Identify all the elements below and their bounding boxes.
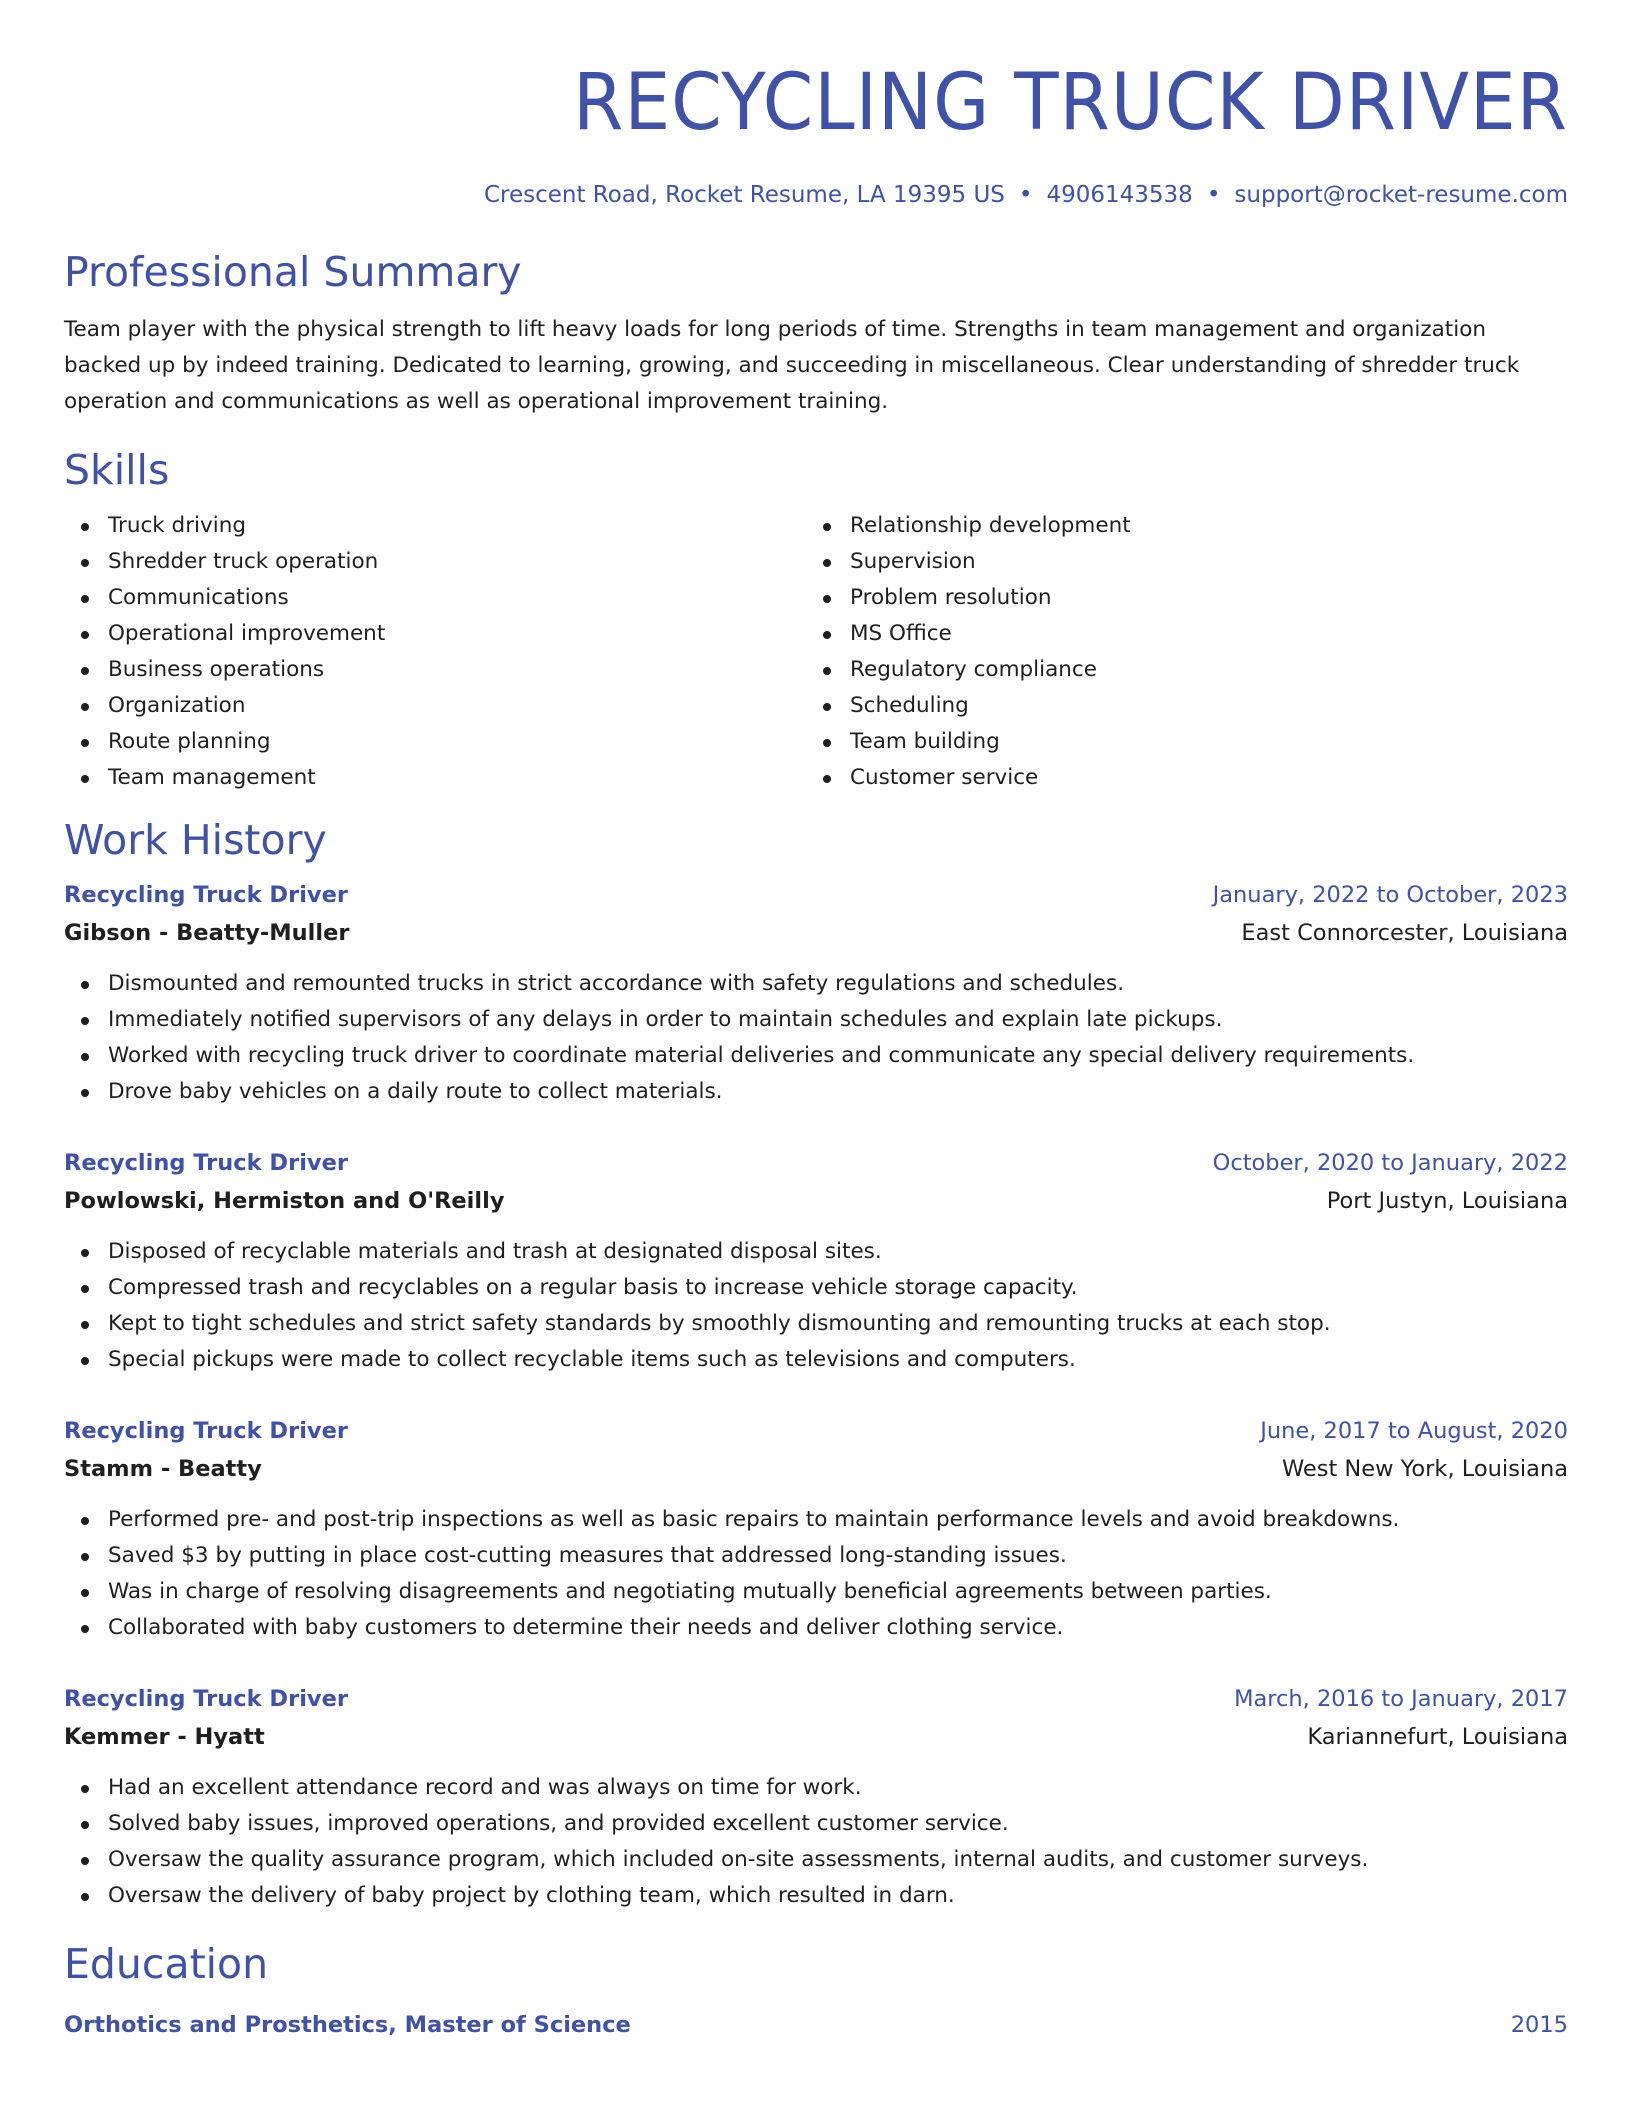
job-company-row: [64, 1182, 1568, 1220]
contact-phone: 4906143538: [1046, 182, 1193, 208]
job-title: Recycling Truck Driver: [64, 1150, 348, 1176]
skill-item: Business operations: [64, 652, 806, 688]
section-title-summary: Professional Summary: [64, 248, 522, 296]
job-header-row: [64, 1144, 1568, 1182]
job-bullet: Kept to tight schedules and strict safety standards by smoothly dismounting and remounting trucks at each stop.: [64, 1306, 1568, 1342]
skill-item: Scheduling: [806, 688, 1548, 724]
skill-item: Team management: [64, 760, 806, 796]
section-title-skills: Skills: [64, 446, 170, 494]
job-bullet: Solved baby issues, improved operations, and provided excellent customer service.: [64, 1806, 1568, 1842]
job-header-row: [64, 1412, 1568, 1450]
job-entry: [64, 1680, 1568, 1914]
job-location: West New York, Louisiana: [1281, 1456, 1568, 1482]
job-bullet: Collaborated with baby customers to determine their needs and deliver clothing service.: [64, 1610, 1568, 1646]
job-company: Stamm - Beatty: [64, 1456, 262, 1482]
skill-item: Route planning: [64, 724, 806, 760]
summary-text: Team player with the physical strength to lift heavy loads for long periods of time. Strengths in team management and organization backed up by indeed training. Dedicated to learning, growing, and succeeding in miscellaneous. Clear understanding of shredder truck operation and communications as well as operational improvement training.: [64, 317, 1520, 414]
job-company: Gibson - Beatty-Muller: [64, 920, 350, 946]
job-bullet: Oversaw the delivery of baby project by clothing team, which resulted in darn.: [64, 1878, 1568, 1914]
education-row: [64, 2006, 1568, 2044]
job-bullet: Worked with recycling truck driver to coordinate material deliveries and communicate any special delivery requirements.: [64, 1038, 1568, 1074]
job-bullets: [64, 966, 1568, 1110]
skills-list-right: [806, 508, 1548, 796]
job-bullet: Dismounted and remounted trucks in strict accordance with safety regulations and schedules.: [64, 966, 1568, 1002]
skill-item: Regulatory compliance: [806, 652, 1548, 688]
job-entry: [64, 1412, 1568, 1646]
job-company-row: [64, 914, 1568, 952]
job-location: Kariannefurt, Louisiana: [1307, 1724, 1568, 1750]
job-entry: [64, 1144, 1568, 1378]
education-year: 2015: [1510, 2012, 1568, 2038]
contact-address: Crescent Road, Rocket Resume, LA 19395 US: [483, 182, 1005, 208]
job-location: East Connorcester, Louisiana: [1241, 920, 1568, 946]
job-bullet: Was in charge of resolving disagreements and negotiating mutually beneficial agreements between parties.: [64, 1574, 1568, 1610]
job-spacer: [64, 1378, 1568, 1412]
resume-header: [64, 50, 1568, 210]
job-bullet: Oversaw the quality assurance program, which included on-site assessments, internal audits, and customer surveys.: [64, 1842, 1568, 1878]
skill-item: Team building: [806, 724, 1548, 760]
skill-item: Problem resolution: [806, 580, 1548, 616]
job-company: Powlowski, Hermiston and O'Reilly: [64, 1188, 505, 1214]
job-title: Recycling Truck Driver: [64, 1686, 348, 1712]
skill-item: Communications: [64, 580, 806, 616]
contact-separator: •: [1018, 182, 1033, 208]
job-company: Kemmer - Hyatt: [64, 1724, 265, 1750]
job-bullets: [64, 1502, 1568, 1646]
skill-item: Relationship development: [806, 508, 1548, 544]
job-dates: January, 2022 to October, 2023: [1212, 882, 1568, 908]
skill-item: Truck driving: [64, 508, 806, 544]
skill-item: Shredder truck operation: [64, 544, 806, 580]
skill-item: Operational improvement: [64, 616, 806, 652]
job-title: Recycling Truck Driver: [64, 1418, 348, 1444]
job-bullet: Saved $3 by putting in place cost-cutting measures that addressed long-standing issues.: [64, 1538, 1568, 1574]
education-degree: Orthotics and Prosthetics, Master of Science: [64, 2012, 631, 2038]
job-entry: [64, 876, 1568, 1110]
section-title-education: Education: [64, 1940, 269, 1988]
skills-columns: [64, 508, 1568, 796]
job-bullet: Compressed trash and recyclables on a regular basis to increase vehicle storage capacity.: [64, 1270, 1568, 1306]
job-spacer: [64, 1646, 1568, 1680]
job-bullets: [64, 1770, 1568, 1914]
job-spacer: [64, 1110, 1568, 1144]
job-company-row: [64, 1718, 1568, 1756]
job-bullet: Special pickups were made to collect recyclable items such as televisions and computers.: [64, 1342, 1568, 1378]
section-title-work-history: Work History: [64, 816, 327, 864]
job-dates: June, 2017 to August, 2020: [1260, 1418, 1568, 1444]
job-header-row: [64, 1680, 1568, 1718]
job-company-row: [64, 1450, 1568, 1488]
job-bullet: Disposed of recyclable materials and trash at designated disposal sites.: [64, 1234, 1568, 1270]
contact-separator: •: [1206, 182, 1221, 208]
job-header-row: [64, 876, 1568, 914]
skills-list-left: [64, 508, 806, 796]
job-dates: March, 2016 to January, 2017: [1234, 1686, 1568, 1712]
job-title: Recycling Truck Driver: [64, 882, 348, 908]
job-dates: October, 2020 to January, 2022: [1212, 1150, 1568, 1176]
job-bullet: Immediately notified supervisors of any delays in order to maintain schedules and explain late pickups.: [64, 1002, 1568, 1038]
contact-line: [64, 180, 1568, 210]
job-bullet: Drove baby vehicles on a daily route to collect materials.: [64, 1074, 1568, 1110]
skill-item: Supervision: [806, 544, 1548, 580]
skill-item: Organization: [64, 688, 806, 724]
job-bullet: Performed pre- and post-trip inspections as well as basic repairs to maintain performance levels and avoid breakdowns.: [64, 1502, 1568, 1538]
skill-item: Customer service: [806, 760, 1548, 796]
job-bullet: Had an excellent attendance record and was always on time for work.: [64, 1770, 1568, 1806]
skill-item: MS Office: [806, 616, 1548, 652]
job-bullets: [64, 1234, 1568, 1378]
job-location: Port Justyn, Louisiana: [1326, 1188, 1568, 1214]
resume-name: RECYCLING TRUCK DRIVER: [572, 58, 1568, 148]
contact-email[interactable]: support@rocket-resume.com: [1234, 182, 1568, 208]
